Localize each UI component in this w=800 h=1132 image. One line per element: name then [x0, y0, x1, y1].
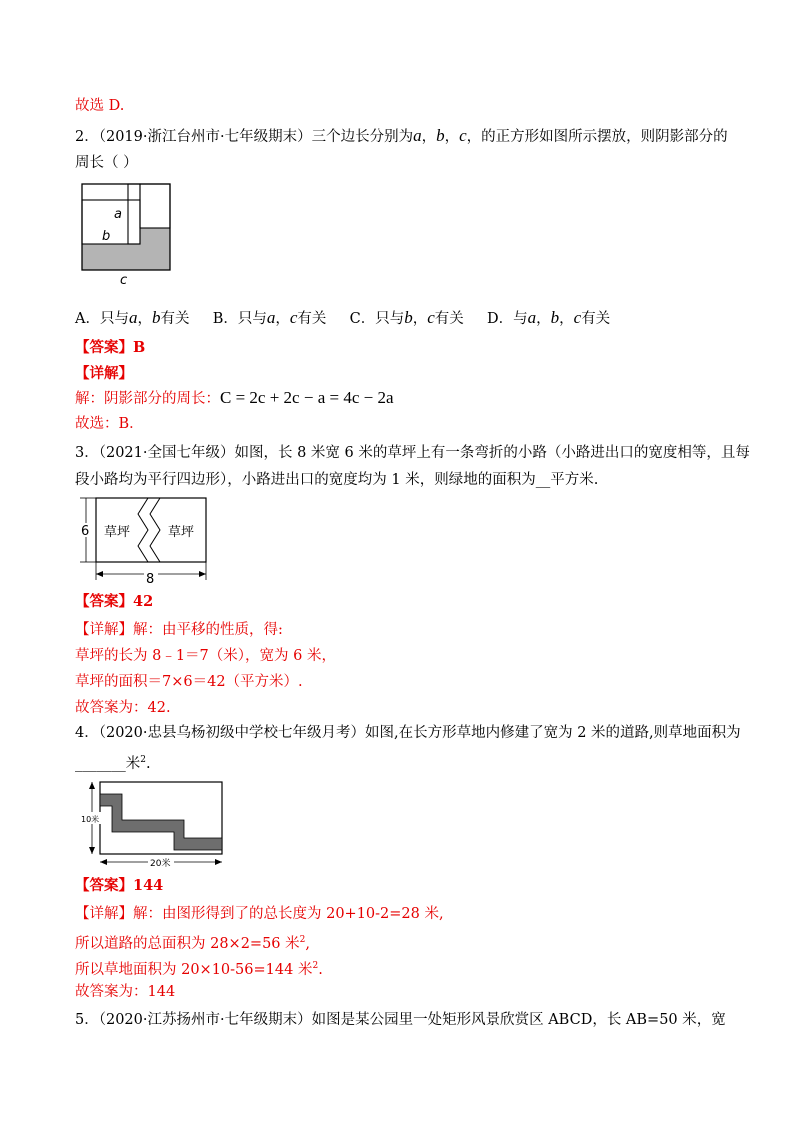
option-b-text: B．只与	[212, 311, 267, 327]
arrow-left	[100, 859, 107, 865]
solution-q4-2-text: 所以草地面积为 20×10-56=144 米	[75, 961, 313, 978]
option-d-var-c: c	[573, 308, 582, 327]
option-a-text: A．只与	[75, 311, 129, 327]
arrow-left	[96, 571, 103, 577]
path-edge-right	[150, 498, 160, 562]
solution-q4-2	[75, 956, 323, 980]
detail-q2: 【详解】	[75, 365, 133, 382]
q2-var-a: a	[413, 126, 422, 145]
solution-q3-1: 草坪的长为 8﹣1＝7（米），宽为 6 米，	[75, 648, 336, 664]
detail-q3: 【详解】解：由平移的性质，得:	[75, 622, 283, 638]
conclusion-q4: 故答案为：144	[75, 984, 176, 1000]
solution-q2-formula: C = 2c + 2c − a = 4c − 2a	[220, 388, 394, 407]
label-a: a	[114, 207, 122, 222]
option-d-var-a: a	[527, 308, 537, 327]
figure-q3-lawn	[76, 494, 212, 586]
option-a-sep: ，	[137, 311, 152, 327]
conclusion-q2: 故选：B．	[75, 416, 144, 432]
option-d-sep: ，	[559, 311, 574, 327]
detail-q4: 【详解】解：由图形得到了的总长度为 20+10-2=28 米,	[75, 906, 444, 922]
arrow-up	[89, 782, 95, 789]
option-d-end: 有关	[581, 311, 611, 327]
question-3-line-1: 3．（2021·全国七年级）如图，长 8 米宽 6 米的草坪上有一条弯折的小路（小路进出口的宽度相等，且每	[75, 445, 750, 461]
option-c-var-b: b	[404, 308, 413, 327]
q4-end: .	[145, 755, 151, 772]
option-b[interactable]	[212, 308, 327, 327]
q2-sep: ，	[421, 129, 437, 145]
conclusion-q3: 故答案为：42.	[75, 700, 171, 716]
option-b-end: 有关	[297, 311, 327, 327]
option-b-var-c: c	[289, 308, 298, 327]
option-a-var-b: b	[151, 308, 161, 327]
question-4-line-2	[75, 750, 151, 774]
question-2-line-1	[75, 126, 728, 147]
option-a-var-a: a	[128, 308, 138, 327]
q4-blank: _______米	[75, 755, 141, 772]
q2-text: 2．（2019·浙江台州市·七年级期末）三个边长分别为	[75, 129, 414, 145]
solution-q4-2-end: .	[318, 961, 323, 978]
label-b: b	[102, 229, 111, 244]
figure-q2-squares	[80, 182, 180, 288]
option-a[interactable]	[75, 308, 190, 327]
dim-height-label: 10米	[81, 815, 100, 824]
q2-var-c: c	[459, 126, 467, 145]
solution-q2	[75, 388, 394, 409]
dim-height-label: 6	[81, 524, 90, 539]
dim-width-label: 8	[146, 572, 155, 586]
option-c-end: 有关	[434, 311, 464, 327]
answer-q3: 【答案】42	[75, 593, 154, 610]
option-c-sep: ，	[412, 311, 428, 327]
option-c[interactable]	[349, 308, 464, 327]
option-a-end: 有关	[160, 311, 190, 327]
arrow-down	[89, 847, 95, 854]
lawn-label-right: 草坪	[168, 525, 195, 540]
q4-sup: 2	[140, 755, 146, 765]
option-b-sep: ，	[275, 311, 290, 327]
answer-q4: 【答案】144	[75, 877, 164, 894]
road-path	[100, 794, 222, 850]
q2-var-b: b	[436, 126, 445, 145]
arrow-right	[199, 571, 206, 577]
option-d-var-b: b	[550, 308, 560, 327]
square-a-outline	[140, 184, 170, 228]
solution-q4-1-text: 所以道路的总面积为 28×2=56 米	[75, 935, 300, 952]
conclusion-q1: 故选 D.	[75, 98, 125, 114]
question-5-line-1: 5．（2020·江苏扬州市·七年级期末）如图是某公园里一处矩形风景欣赏区 ABCD，长 AB=50 米，宽	[75, 1012, 726, 1028]
path-edge-left	[138, 498, 148, 562]
dim-width-label: 20米	[150, 859, 171, 869]
lawn-label-left: 草坪	[104, 525, 131, 540]
figure-q4-roads	[76, 778, 226, 870]
option-c-text: C．只与	[349, 311, 405, 327]
q2-text-2: ，的正方形如图所示摆放，则阴影部分的	[466, 129, 728, 145]
shaded-cutout	[82, 228, 140, 244]
q2-sep: ，	[444, 129, 460, 145]
options-q2	[75, 308, 610, 329]
question-2-line-2: 周长（ ）	[75, 155, 138, 171]
solution-q4-1	[75, 930, 310, 954]
solution-q4-1-end: ,	[305, 935, 310, 952]
option-b-var-a: a	[266, 308, 276, 327]
solution-q2-text: 解：阴影部分的周长：	[75, 391, 220, 407]
solution-q4-1-sup: 2	[299, 935, 306, 945]
solution-q3-2: 草坪的面积＝7×6＝42（平方米）.	[75, 674, 303, 690]
option-d-text: D．与	[487, 311, 528, 327]
arrow-right	[215, 859, 222, 865]
option-d[interactable]	[487, 308, 611, 327]
answer-q2: 【答案】B	[75, 339, 146, 356]
question-4-line-1: 4．（2020·忠县乌杨初级中学校七年级月考）如图,在长方形草地内修建了宽为 2 米的道路,则草地面积为	[75, 725, 741, 741]
solution-q4-2-sup: 2	[312, 961, 319, 971]
question-3-line-2: 段小路均为平行四边形），小路进出口的宽度均为 1 米，则绿地的面积为__平方米.	[75, 472, 599, 488]
label-c: c	[120, 273, 128, 288]
option-d-sep: ，	[536, 311, 551, 327]
option-c-var-c: c	[427, 308, 435, 327]
